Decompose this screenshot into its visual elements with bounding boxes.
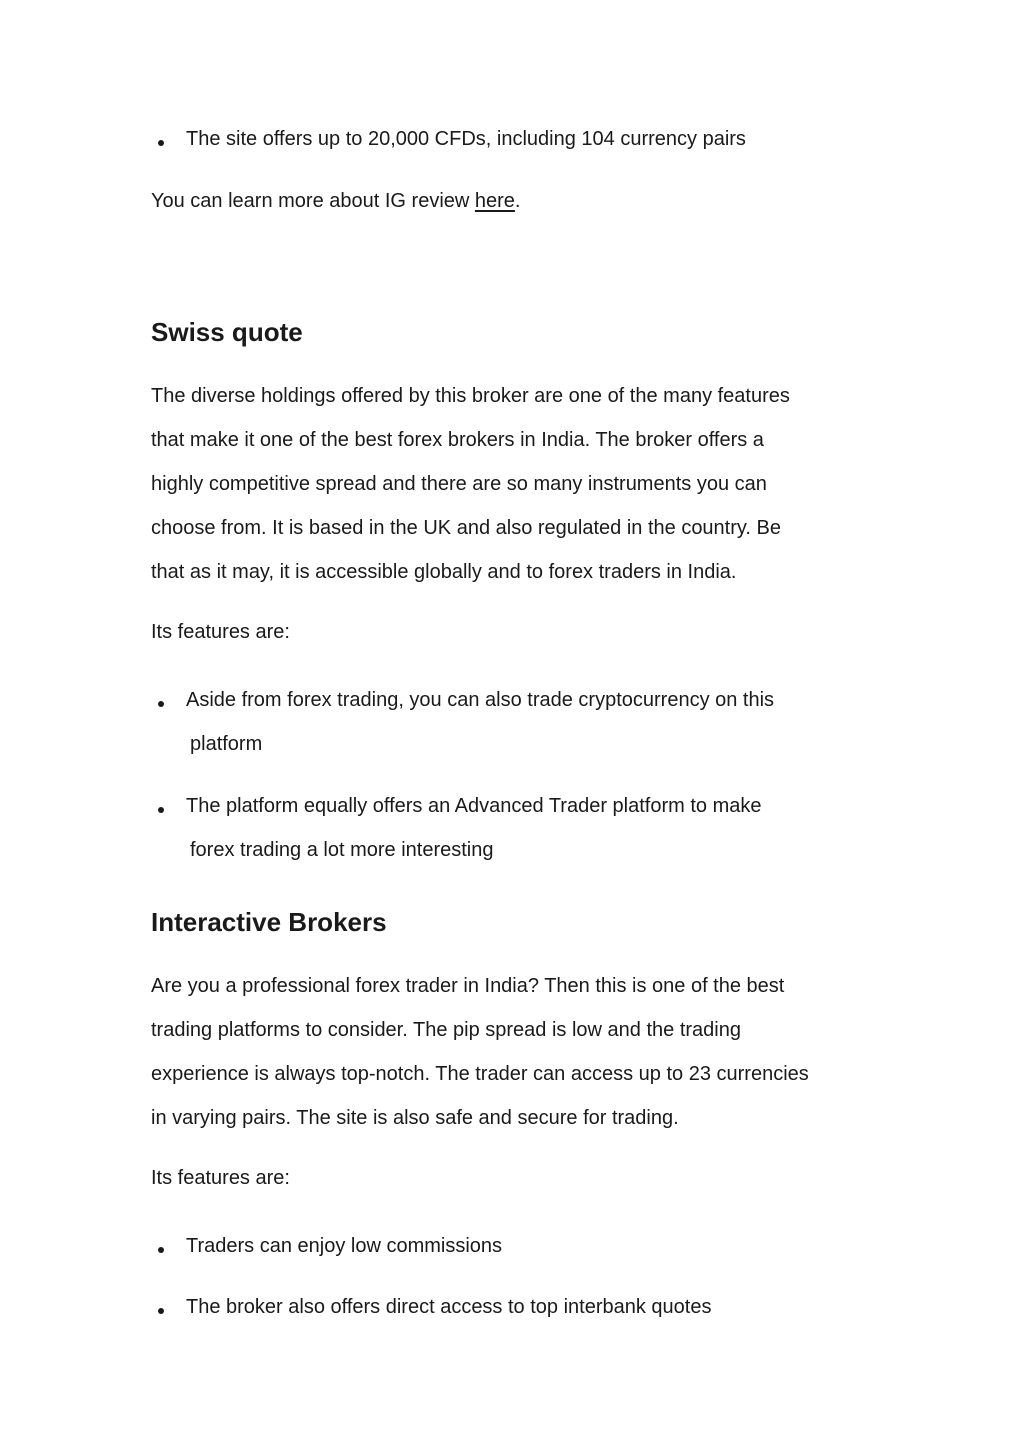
swiss-quote-paragraph-line: choose from. It is based in the UK and also regulated in the country. Be — [151, 517, 781, 539]
swiss-quote-feature-line: forex trading a lot more interesting — [190, 839, 494, 861]
bullet-marker — [158, 701, 164, 707]
interactive-brokers-features-label: Its features are: — [151, 1167, 290, 1189]
swiss-quote-features-label: Its features are: — [151, 621, 290, 643]
bullet-marker — [158, 140, 164, 146]
swiss-quote-paragraph-line: The diverse holdings offered by this broker are one of the many features — [151, 385, 790, 407]
bullet-marker — [158, 1308, 164, 1314]
learn-more-suffix: . — [514, 190, 521, 212]
learn-more-line — [151, 188, 520, 214]
interactive-brokers-feature: Traders can enjoy low commissions — [186, 1235, 503, 1257]
ig-feature-bullet: The site offers up to 20,000 CFDs, including 104 currency pairs — [186, 128, 746, 150]
swiss-quote-feature-line: The platform equally offers an Advanced Trader platform to make — [186, 795, 762, 817]
here-link[interactable]: here — [474, 190, 515, 212]
learn-more-prefix: You can learn more about IG review — [151, 190, 475, 212]
interactive-brokers-feature: The broker also offers direct access to top interbank quotes — [186, 1296, 712, 1318]
swiss-quote-feature-line: Aside from forex trading, you can also trade cryptocurrency on this — [186, 689, 775, 711]
interactive-brokers-paragraph-line: in varying pairs. The site is also safe and secure for trading. — [151, 1107, 679, 1129]
interactive-brokers-heading: Interactive Brokers — [151, 907, 387, 937]
swiss-quote-heading: Swiss quote — [151, 317, 303, 347]
swiss-quote-paragraph-line: highly competitive spread and there are so many instruments you can — [151, 473, 767, 495]
interactive-brokers-paragraph-line: experience is always top-notch. The trader can access up to 23 currencies — [151, 1063, 809, 1085]
swiss-quote-paragraph-line: that make it one of the best forex brokers in India. The broker offers a — [151, 429, 764, 451]
swiss-quote-feature-line: platform — [190, 733, 263, 755]
bullet-marker — [158, 1247, 164, 1253]
swiss-quote-paragraph-line: that as it may, it is accessible globally and to forex traders in India. — [151, 561, 737, 583]
bullet-marker — [158, 807, 164, 813]
interactive-brokers-paragraph-line: Are you a professional forex trader in India? Then this is one of the best — [151, 975, 785, 997]
interactive-brokers-paragraph-line: trading platforms to consider. The pip spread is low and the trading — [151, 1019, 741, 1041]
